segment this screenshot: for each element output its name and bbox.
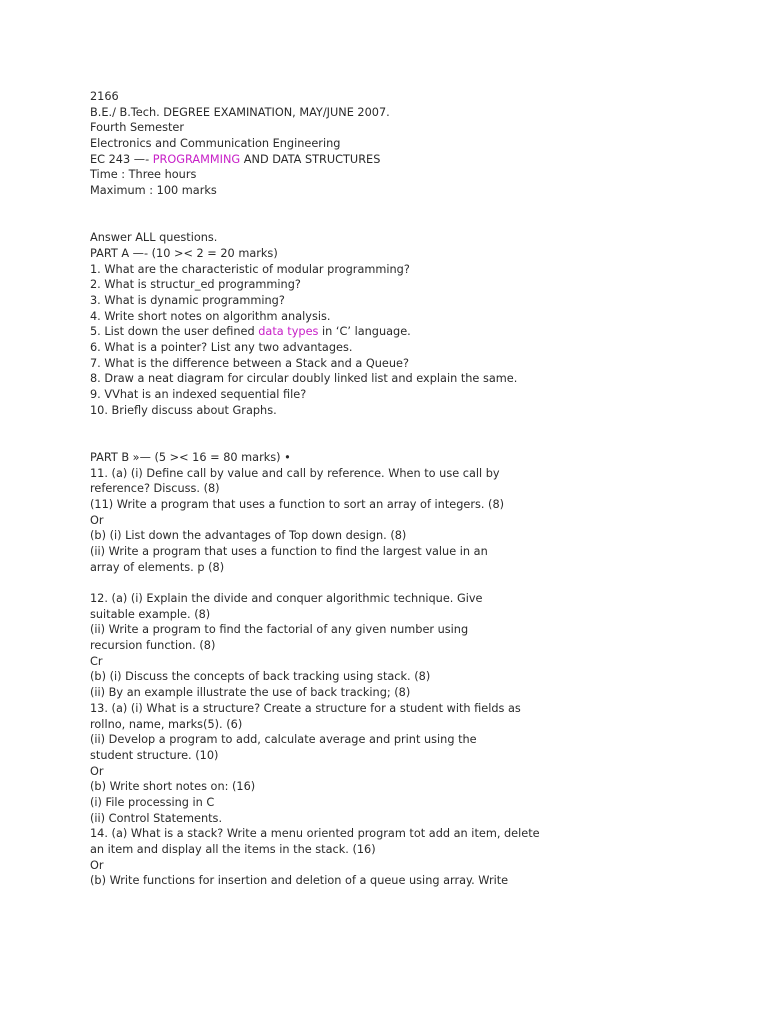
part-b-line: 11. (a) (i) Define call by value and call by reference. When to use call by <box>90 466 500 480</box>
department: Electronics and Communication Engineering <box>90 137 341 151</box>
part-b-line: 13. (a) (i) What is a structure? Create a structure for a student with fields as <box>90 701 521 715</box>
exam-document <box>90 89 750 889</box>
spacer <box>90 434 750 450</box>
spacer <box>90 199 750 215</box>
exam-time: Time : Three hours <box>90 168 197 182</box>
question-2: 2. What is structur_ed programming? <box>90 278 301 292</box>
part-b-line: recursion function. (8) <box>90 639 216 653</box>
data-types-link[interactable]: data types <box>258 325 319 339</box>
part-b-line: 14. (a) What is a stack? Write a menu oriented program tot add an item, delete <box>90 827 540 841</box>
course-title <box>90 152 750 168</box>
course-code: EC 243 —- <box>90 152 153 166</box>
part-b-line: Cr <box>90 654 103 668</box>
part-b-line: (ii) Develop a program to add, calculate average and print using the <box>90 733 477 747</box>
part-b-line: suitable example. (8) <box>90 607 211 621</box>
question-5-text: 5. List down the user defined <box>90 325 259 339</box>
part-b-line: (i) File processing in C <box>90 795 215 809</box>
part-b-line: (ii) By an example illustrate the use of back tracking; (8) <box>90 686 411 700</box>
part-b-heading: PART B »— (5 >< 16 = 80 marks) • <box>90 450 291 464</box>
part-b-line: Or <box>90 513 104 527</box>
programming-link[interactable]: PROGRAMMING <box>152 152 241 166</box>
degree-title: B.E./ B.Tech. DEGREE EXAMINATION, MAY/JUNE 2007. <box>90 105 390 119</box>
part-b-line: Or <box>90 858 104 872</box>
question-9: 9. VVhat is an indexed sequential file? <box>90 388 307 402</box>
part-b-line: (11) Write a program that uses a function to sort an array of integers. (8) <box>90 497 505 511</box>
spacer <box>90 215 750 231</box>
part-b-line: (ii) Write a program to find the factorial of any given number using <box>90 623 469 637</box>
part-b-line: reference? Discuss. (8) <box>90 482 220 496</box>
part-b-line: (ii) Control Statements. <box>90 811 223 825</box>
part-b-line: array of elements. p (8) <box>90 560 225 574</box>
question-5-text-end: in ‘C’ language. <box>318 325 411 339</box>
question-4: 4. Write short notes on algorithm analysis. <box>90 309 331 323</box>
question-8: 8. Draw a neat diagram for circular doubly linked list and explain the same. <box>90 372 518 386</box>
question-1: 1. What are the characteristic of modular programming? <box>90 262 410 276</box>
spacer <box>90 418 750 434</box>
part-b-line: (ii) Write a program that uses a function to find the largest value in an <box>90 544 488 558</box>
part-b-line: 12. (a) (i) Explain the divide and conquer algorithmic technique. Give <box>90 592 483 605</box>
max-marks: Maximum : 100 marks <box>90 184 217 198</box>
part-b-line: an item and display all the items in the stack. (16) <box>90 843 376 856</box>
question-5 <box>90 324 750 340</box>
part-b-questions <box>90 466 750 890</box>
part-b-line: rollno, name, marks(5). (6) <box>90 717 243 731</box>
part-b-line: (b) (i) Discuss the concepts of back tracking using stack. (8) <box>90 670 431 684</box>
part-b-line: (b) Write functions for insertion and deletion of a queue using array. Write <box>90 874 509 888</box>
part-b-line: Or <box>90 764 104 778</box>
part-b-line: student structure. (10) <box>90 748 219 762</box>
instructions: Answer ALL questions. <box>90 231 218 245</box>
course-name-rest: AND DATA STRUCTURES <box>240 152 381 166</box>
question-7: 7. What is the difference between a Stack and a Queue? <box>90 356 409 370</box>
part-b-line <box>90 575 750 591</box>
semester: Fourth Semester <box>90 121 184 135</box>
paper-code: 2166 <box>90 90 119 103</box>
part-b-line: (b) (i) List down the advantages of Top down design. (8) <box>90 529 407 543</box>
part-a-heading: PART A —- (10 >< 2 = 20 marks) <box>90 246 278 260</box>
part-b-line: (b) Write short notes on: (16) <box>90 780 256 794</box>
question-3: 3. What is dynamic programming? <box>90 293 285 307</box>
question-6: 6. What is a pointer? List any two advantages. <box>90 341 353 354</box>
question-10: 10. Briefly discuss about Graphs. <box>90 403 277 417</box>
